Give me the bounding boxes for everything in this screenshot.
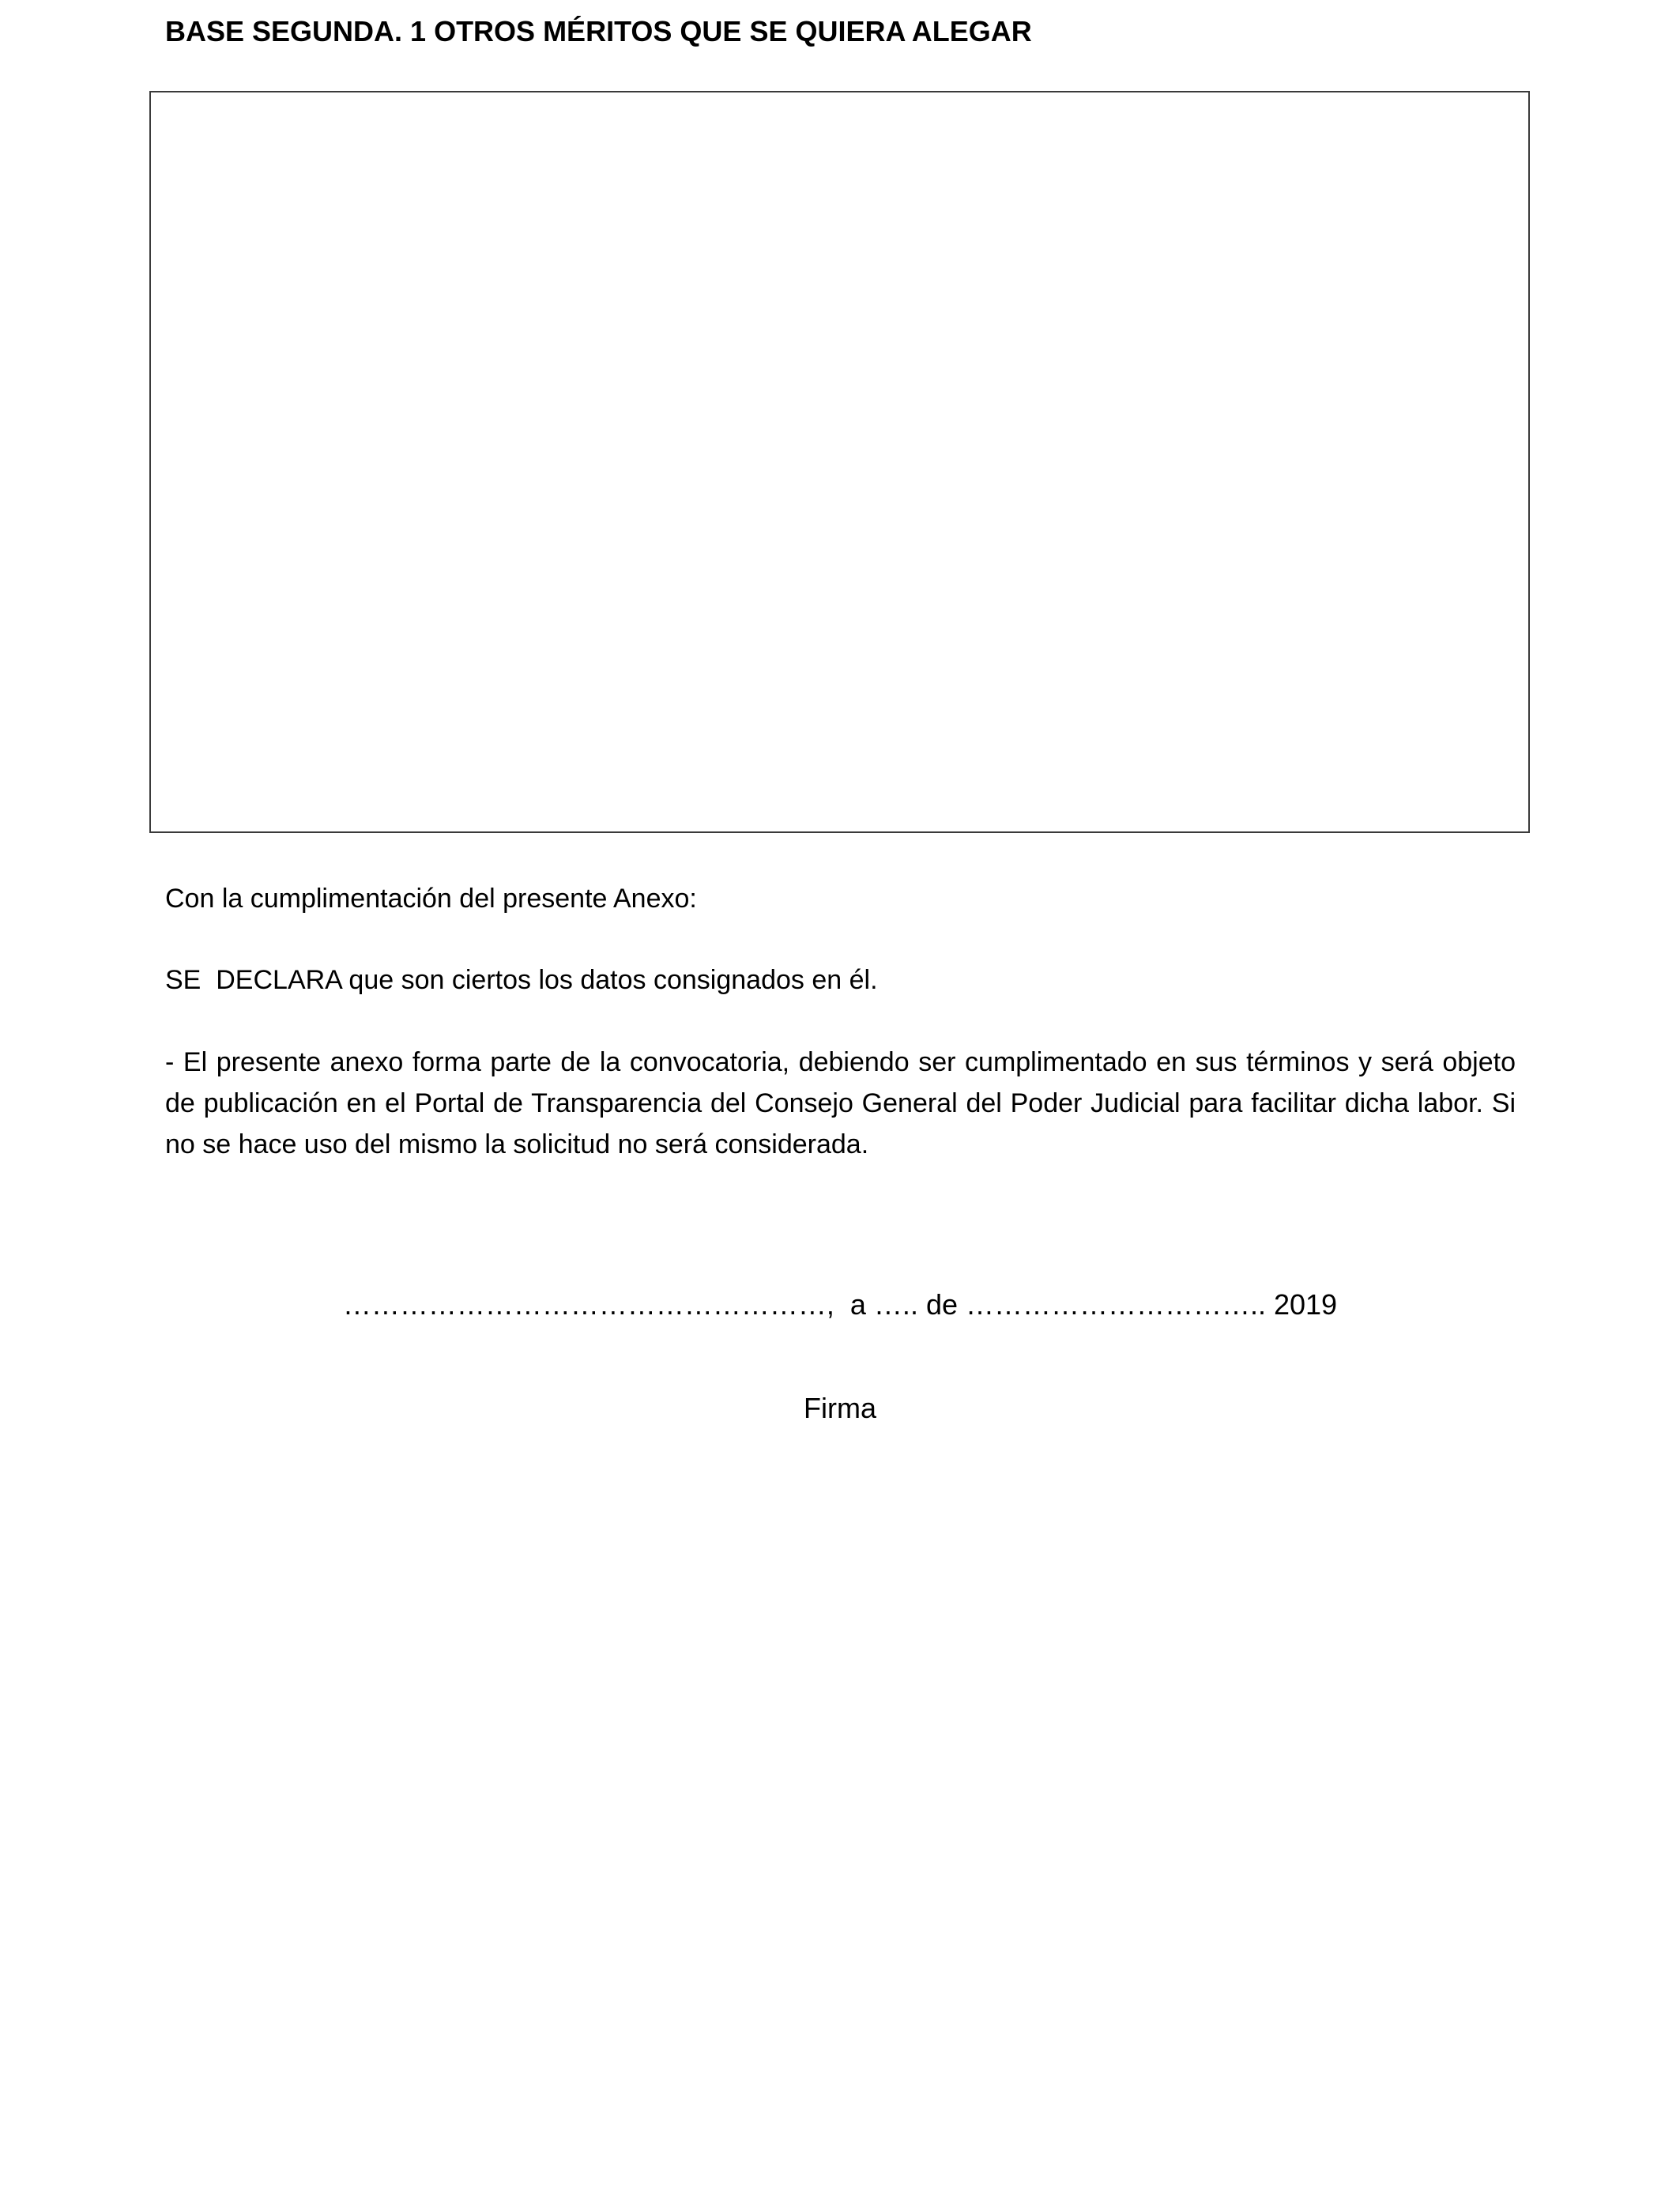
place-date-line: ……………………………………………, a ….. de ………………………….. 2019 bbox=[342, 1288, 1338, 1321]
section-heading: BASE SEGUNDA. 1 OTROS MÉRITOS QUE SE QUIERA ALEGAR bbox=[165, 15, 1032, 47]
merits-entry-box[interactable] bbox=[149, 91, 1530, 833]
intro-text: Con la cumplimentación del presente Anexo: bbox=[165, 884, 697, 914]
annex-note: - El presente anexo forma parte de la convocatoria, debiendo ser cumplimentado en sus términos y será objeto de publicación en el Portal de Transparencia del Consejo General del Poder Judicial para facilitar dicha labor. Si no se hace uso del mismo la solicitud no será considerada. bbox=[165, 1047, 1516, 1159]
declaration-text: SE DECLARA que son ciertos los datos consignados en él. bbox=[165, 965, 878, 995]
signature-label: Firma bbox=[804, 1392, 876, 1424]
